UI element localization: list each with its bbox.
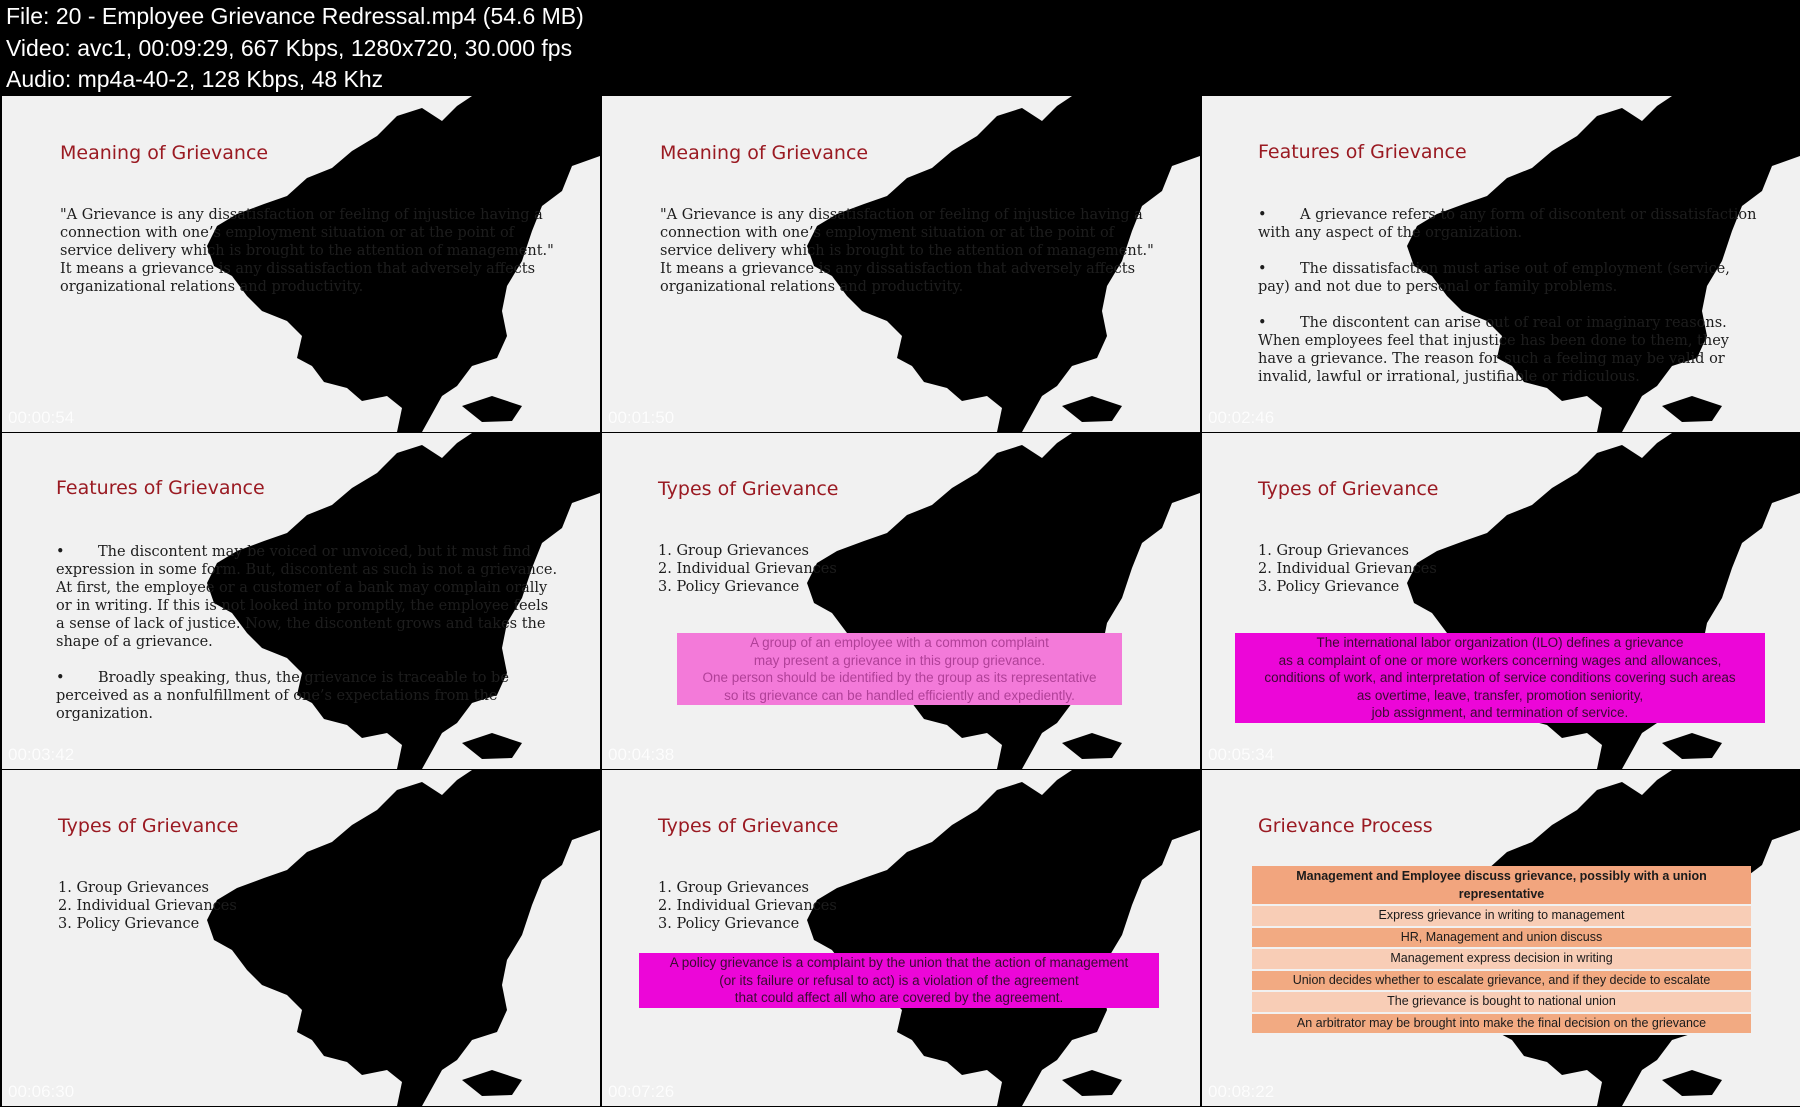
- list-item: 2. Individual Grievances: [658, 898, 837, 914]
- body-line: "A Grievance is any dissatisfaction or feeling of injustice having a: [660, 207, 1143, 223]
- slide-title: Grievance Process: [1258, 815, 1433, 837]
- list-item: 1. Group Grievances: [1258, 543, 1409, 559]
- group-grievance-callout: A group of an employee with a common complaint may present a grievance in this group grievance. One person should be identified by the group as its representative so its grievance can be handled efficiently and expediently.: [677, 633, 1122, 705]
- bullet-item: • The discontent may be voiced or unvoiced, but it must find expression in some form. But, discontent as such is not a grievance. At first, the employee or a customer of a bank may complain orally or in writing. If this is not looked into promptly, the employee feels a sense of lack of justice. Now, the discontent grows and takes the shape of a grievance.: [56, 544, 558, 650]
- thumbnail-frame-2: [602, 96, 1200, 432]
- frame-timestamp: 00:07:26: [608, 1082, 675, 1101]
- audio-info-line: Audio: mp4a-40-2, 128 Kbps, 48 Khz: [6, 66, 384, 92]
- body-line: connection with one’s employment situation or at the point of: [660, 225, 1115, 241]
- list-item: 2. Individual Grievances: [58, 898, 237, 914]
- slide-title: Features of Grievance: [1258, 141, 1467, 163]
- frame-timestamp: 00:08:22: [1208, 1082, 1275, 1101]
- thumbnail-frame-4: [2, 433, 600, 769]
- frame-timestamp: 00:03:42: [8, 745, 75, 764]
- body-line: connection with one’s employment situation or at the point of: [60, 225, 515, 241]
- thumbnail-frame-5: [602, 433, 1200, 769]
- frame-timestamp: 00:05:34: [1208, 745, 1275, 764]
- slide-body: [1258, 206, 1757, 386]
- slide-body: [60, 206, 554, 296]
- process-step: Management express decision in writing: [1252, 949, 1751, 971]
- grievance-type-list: [658, 542, 837, 596]
- body-line: It means a grievance is any dissatisfaction that adversely affects: [60, 261, 536, 277]
- body-line: organizational relations and productivity.: [660, 279, 964, 295]
- body-line: service delivery which is brought to the attention of management.": [660, 243, 1154, 259]
- process-step: The grievance is bought to national union: [1252, 992, 1751, 1014]
- body-line: organizational relations and productivity.: [60, 279, 364, 295]
- bullet-item: • The dissatisfaction must arise out of employment (service, pay) and not due to personal or family problems.: [1258, 261, 1730, 295]
- slide-title: Meaning of Grievance: [60, 142, 269, 164]
- frame-timestamp: 00:04:38: [608, 745, 675, 764]
- thumbnail-frame-8: [602, 770, 1200, 1106]
- slide-title: Types of Grievance: [658, 478, 839, 500]
- frame-timestamp: 00:01:50: [608, 408, 675, 427]
- frame-timestamp: 00:00:54: [8, 408, 75, 427]
- grievance-type-list: [58, 879, 237, 933]
- thumbnail-frame-3: [1202, 96, 1800, 432]
- body-line: service delivery which is brought to the attention of management.": [60, 243, 554, 259]
- list-item: 1. Group Grievances: [58, 880, 209, 896]
- slide-title: Meaning of Grievance: [660, 142, 869, 164]
- file-info-header: [0, 0, 1800, 96]
- thumbnail-frame-6: [1202, 433, 1800, 769]
- grievance-type-list: [1258, 542, 1437, 596]
- process-step: HR, Management and union discuss: [1252, 928, 1751, 950]
- list-item: 1. Group Grievances: [658, 543, 809, 559]
- process-step: Union decides whether to escalate grievance, and if they decide to escalate: [1252, 971, 1751, 993]
- thumbnail-frame-1: [2, 96, 600, 432]
- slide-title: Features of Grievance: [56, 477, 265, 499]
- grievance-type-list: [658, 879, 837, 933]
- list-item: 2. Individual Grievances: [1258, 561, 1437, 577]
- process-step: Express grievance in writing to management: [1252, 906, 1751, 928]
- bullet-item: • The discontent can arise out of real or imaginary reasons. When employees feel that injustice has been done to them, they have a grievance. The reason for such a feeling may be valid or invalid, lawful or irrational, justifiable or ridiculous.: [1258, 315, 1729, 385]
- thumbnail-frame-7: [2, 770, 600, 1106]
- ilo-definition-callout: The international labor organization (ILO) defines a grievance as a complaint of one or more workers concerning wages and allowances, conditions of work, and interpretation of service conditions covering such areas as overtime, leave, transfer, promotion seniority, job assignment, and termination of service.: [1235, 633, 1765, 723]
- bullet-item: • A grievance refers to any form of discontent or dissatisfaction with any aspect of the organization.: [1258, 207, 1757, 241]
- thumbnail-frame-9: [1202, 770, 1800, 1106]
- slide-body: [660, 206, 1154, 296]
- frame-timestamp: 00:06:30: [8, 1082, 75, 1101]
- slide-body: [56, 543, 557, 723]
- slide-title: Types of Grievance: [1258, 478, 1439, 500]
- bullet-item: • Broadly speaking, thus, the grievance is traceable to be perceived as a nonfulfillment of one’s expectations from the organization.: [56, 670, 509, 722]
- list-item: 1. Group Grievances: [658, 880, 809, 896]
- body-line: It means a grievance is any dissatisfaction that adversely affects: [660, 261, 1136, 277]
- list-item: 3. Policy Grievance: [1258, 579, 1400, 595]
- slide-title: Types of Grievance: [658, 815, 839, 837]
- frame-timestamp: 00:02:46: [1208, 408, 1275, 427]
- process-header-row: Management and Employee discuss grievance, possibly with a union representative: [1252, 866, 1751, 906]
- list-item: 3. Policy Grievance: [658, 916, 800, 932]
- policy-grievance-callout: A policy grievance is a complaint by the union that the action of management (or its failure or refusal to act) is a violation of the agreement that could affect all who are covered by the agreement.: [639, 953, 1159, 1008]
- file-info-line: File: 20 - Employee Grievance Redressal.mp4 (54.6 MB): [6, 3, 584, 29]
- slide-title: Types of Grievance: [58, 815, 239, 837]
- process-step: An arbitrator may be brought into make the final decision on the grievance: [1252, 1014, 1751, 1036]
- body-line: "A Grievance is any dissatisfaction or feeling of injustice having a: [60, 207, 543, 223]
- list-item: 3. Policy Grievance: [58, 916, 200, 932]
- list-item: 3. Policy Grievance: [658, 579, 800, 595]
- video-info-line: Video: avc1, 00:09:29, 667 Kbps, 1280x720, 30.000 fps: [6, 34, 573, 61]
- list-item: 2. Individual Grievances: [658, 561, 837, 577]
- grievance-process-table: [1252, 866, 1751, 1035]
- thumbnail-grid: [0, 96, 1800, 1107]
